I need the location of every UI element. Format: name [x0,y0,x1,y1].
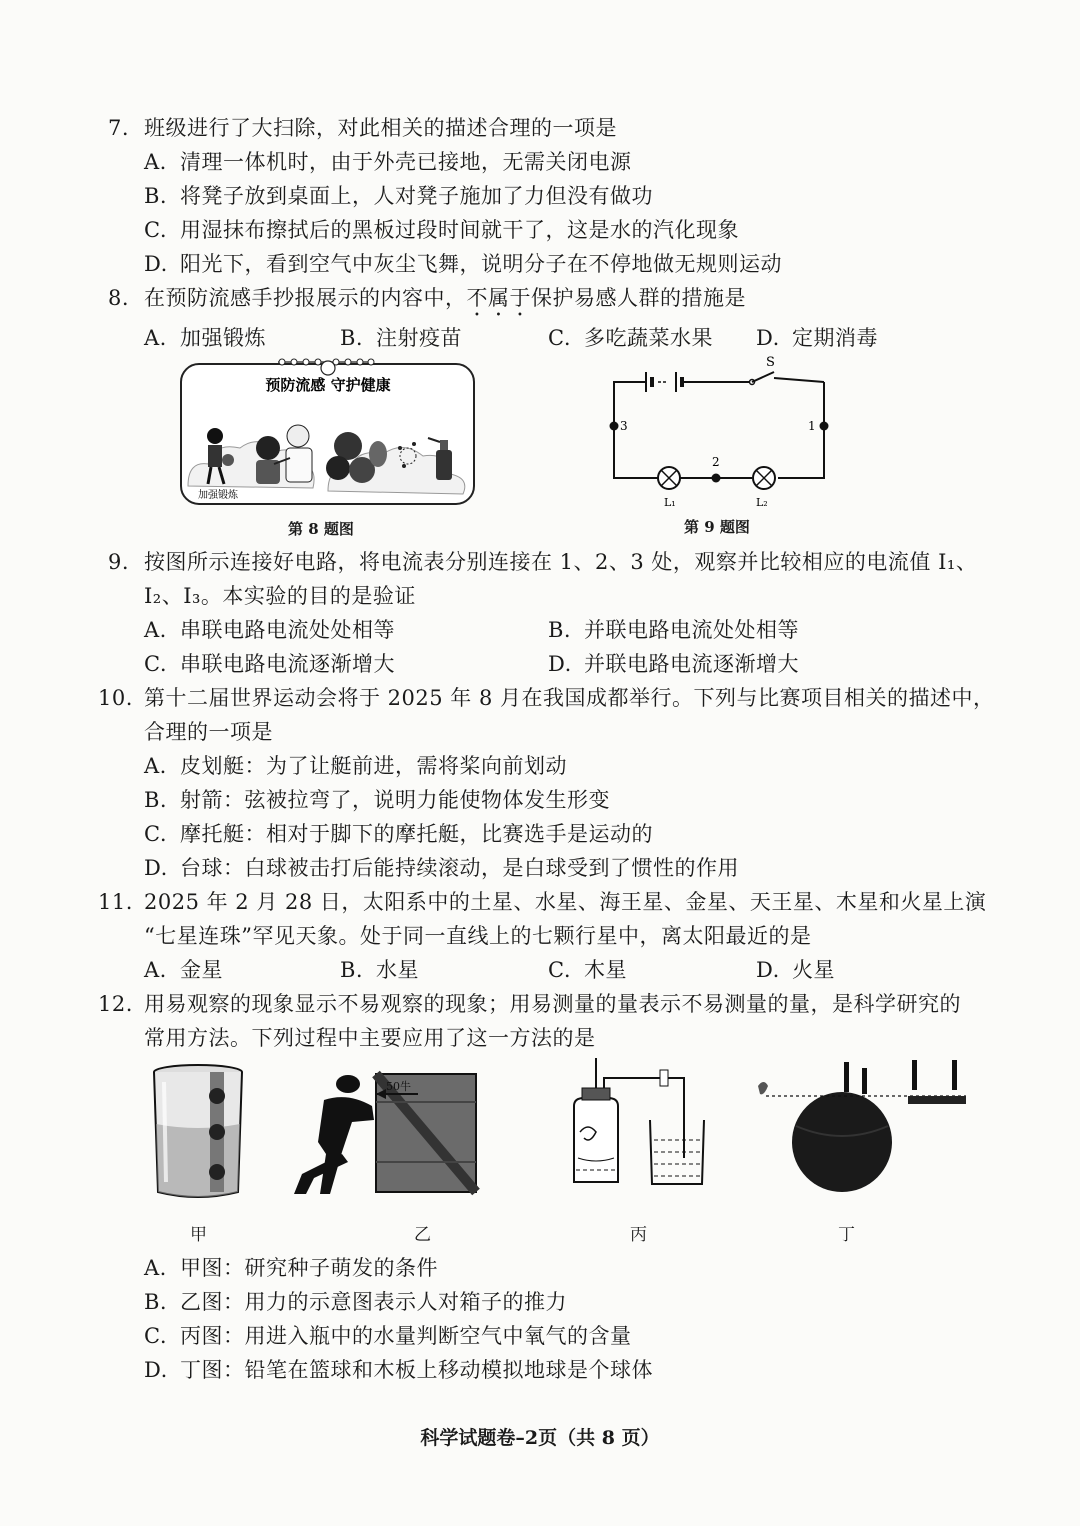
option-letter: A. [144,150,167,174]
figure-label-jia: 甲 [190,1225,207,1245]
figure-yi-pushing-box [282,1062,482,1202]
question-text: 第十二届世界运动会将于 2025 年 8 月在我国成都举行。下列与比赛项目相关的描述中， [144,686,995,710]
option-letter: B. [144,184,168,208]
figure-label-yi: 乙 [414,1225,431,1245]
q10-option-a[interactable] [144,750,567,780]
switch-icon [750,372,775,385]
worker-icon [294,1075,374,1194]
emphasis-char: 于 [509,286,531,310]
option-text: 并联电路电流逐渐增大 [584,652,799,676]
option-letter: C. [144,652,167,676]
q12-option-a[interactable] [144,1252,438,1282]
q11-option-d[interactable] [756,954,835,984]
question-text: 2025 年 2 月 28 日，太阳系中的土星、水星、海王星、金星、天王星、木星和火星上演 [144,890,987,914]
option-text: 多吃蔬菜水果 [584,326,713,350]
option-text: 将凳子放到桌面上，人对凳子施加了力但没有做功 [180,184,653,208]
option-letter: C. [144,822,167,846]
figure-9-caption: 第 9 题图 [684,518,750,536]
option-text: 乙图：用力的示意图表示人对箱子的推力 [180,1290,567,1314]
question-9-stem-cont: I₂、I₃。本实验的目的是验证 [144,584,416,608]
question-10-stem [98,682,995,712]
option-letter: B. [548,618,572,642]
option-text: 注射疫苗 [376,326,462,350]
question-number: 8. [108,286,130,310]
test-point-2 [712,474,721,483]
q11-option-c[interactable] [548,954,627,984]
q12-option-c[interactable] [144,1320,632,1350]
option-text: 甲图：研究种子萌发的条件 [180,1256,438,1280]
test-point-1 [820,422,829,431]
water-surface [654,1140,700,1176]
point-label: 3 [620,419,628,433]
option-letter: B. [144,788,168,812]
q9-option-c[interactable] [144,648,395,678]
lamp-l2-icon [753,467,775,489]
option-text: 加强锻炼 [180,326,266,350]
q8-option-d[interactable] [756,322,878,352]
q9-option-d[interactable] [548,648,799,678]
q8-option-a[interactable] [144,322,266,352]
figure-jia-beaker [150,1062,250,1202]
option-text: 串联电路电流逐渐增大 [180,652,395,676]
option-letter: D. [548,652,572,676]
q9-option-b[interactable] [548,614,799,644]
option-text: 摩托艇：相对于脚下的摩托艇，比赛选手是运动的 [180,822,653,846]
q12-option-d[interactable] [144,1354,653,1384]
option-letter: A. [144,326,167,350]
q8-option-b[interactable] [340,322,462,352]
option-letter: D. [144,252,168,276]
option-letter: B. [340,958,364,982]
q7-option-a[interactable] [144,146,632,176]
option-text: 阳光下，看到空气中灰尘飞舞，说明分子在不停地做无规则运动 [180,252,782,276]
option-text: 丙图：用进入瓶中的水量判断空气中氧气的含量 [180,1324,632,1348]
q7-option-c[interactable] [144,214,739,244]
option-text: 射箭：弦被拉弯了，说明力能使物体发生形变 [180,788,610,812]
force-label: 50牛 [386,1080,411,1093]
question-text-pre: 在预防流感手抄报展示的内容中， [144,286,467,310]
question-number: 12. [98,992,133,1016]
q12-option-b[interactable] [144,1286,567,1316]
lamp-label: L₂ [756,496,768,509]
option-text: 火星 [792,958,835,982]
poster-title: 预防流感 守护健康 [265,376,391,394]
option-letter: A. [144,618,167,642]
option-text: 金星 [180,958,223,982]
option-letter: C. [144,1324,167,1348]
poster-caption: 加强锻炼 [198,490,238,501]
circuit-diagram [600,350,840,515]
switch-label: S [766,355,775,370]
question-text: 按图所示连接好电路，将电流表分别连接在 1、2、3 处，观察并比较相应的电流值 I₁、 [144,550,978,574]
option-text: 木星 [584,958,627,982]
point-label: 2 [712,455,720,469]
flu-poster-figure [178,356,478,508]
page-footer: 科学试题卷–2页（共 8 页） [420,1427,660,1449]
figure-label-bing: 丙 [630,1225,647,1245]
option-text: 皮划艇：为了让艇前进，需将桨向前划动 [180,754,567,778]
q11-option-b[interactable] [340,954,419,984]
option-letter: D. [756,326,780,350]
question-10-stem-cont: 合理的一项是 [144,720,273,744]
option-letter: D. [756,958,780,982]
q7-option-b[interactable] [144,180,653,210]
option-text: 台球：白球被击打后能持续滚动，是白球受到了惯性的作用 [180,856,739,880]
option-text: 清理一体机时，由于外壳已接地，无需关闭电源 [180,150,632,174]
option-letter: B. [144,1290,168,1314]
figure-8-caption: 第 8 题图 [288,520,354,538]
option-letter: C. [548,326,571,350]
question-number: 11. [98,890,133,914]
q7-option-d[interactable] [144,248,782,278]
question-7-stem [108,112,617,142]
figure-label-ding: 丁 [838,1225,855,1245]
q9-option-a[interactable] [144,614,395,644]
option-text: 水星 [376,958,419,982]
option-text: 串联电路电流处处相等 [180,618,395,642]
figure-bing-oxygen-apparatus [566,1058,706,1190]
question-text: 班级进行了大扫除，对此相关的描述合理的一项是 [144,116,617,140]
option-letter: A. [144,958,167,982]
q10-option-b[interactable] [144,784,610,814]
option-letter: A. [144,754,167,778]
q10-option-c[interactable] [144,818,653,848]
question-number: 9. [108,550,130,574]
figure-ding-ball-board [752,1056,972,1196]
question-12-stem [98,988,961,1018]
question-11-stem [98,886,986,916]
battery-icon [646,372,688,392]
option-text: 丁图：铅笔在篮球和木板上移动模拟地球是个球体 [180,1358,653,1382]
q10-option-d[interactable] [144,852,739,882]
lamp-l1-icon [658,467,680,489]
question-9-stem [108,546,977,576]
q11-option-a[interactable] [144,954,223,984]
q8-option-c[interactable] [548,322,713,352]
option-text: 定期消毒 [792,326,878,350]
lamp-label: L₁ [664,496,676,509]
option-text: 用湿抹布擦拭后的黑板过段时间就干了，这是水的汽化现象 [180,218,739,242]
emphasis-char: 属 [488,286,510,310]
option-letter: C. [144,218,167,242]
question-text-post: 保护易感人群的措施是 [531,286,746,310]
question-8-stem [108,282,746,312]
question-number: 7. [108,116,130,140]
question-number: 10. [98,686,133,710]
option-letter: D. [144,856,168,880]
emphasis-char: 不 [466,286,488,310]
point-label: 1 [808,419,816,433]
poster-mascot-icon [321,361,335,375]
option-letter: D. [144,1358,168,1382]
question-text: 用易观察的现象显示不易观察的现象；用易测量的量表示不易测量的量，是科学研究的 [144,992,961,1016]
test-point-3 [610,422,619,431]
option-letter: A. [144,1256,167,1280]
option-letter: C. [548,958,571,982]
question-12-stem-cont: 常用方法。下列过程中主要应用了这一方法的是 [144,1026,596,1050]
question-11-stem-cont: “七星连珠”罕见天象。处于同一直线上的七颗行星中，离太阳最近的是 [144,924,812,948]
option-letter: B. [340,326,364,350]
option-text: 并联电路电流处处相等 [584,618,799,642]
